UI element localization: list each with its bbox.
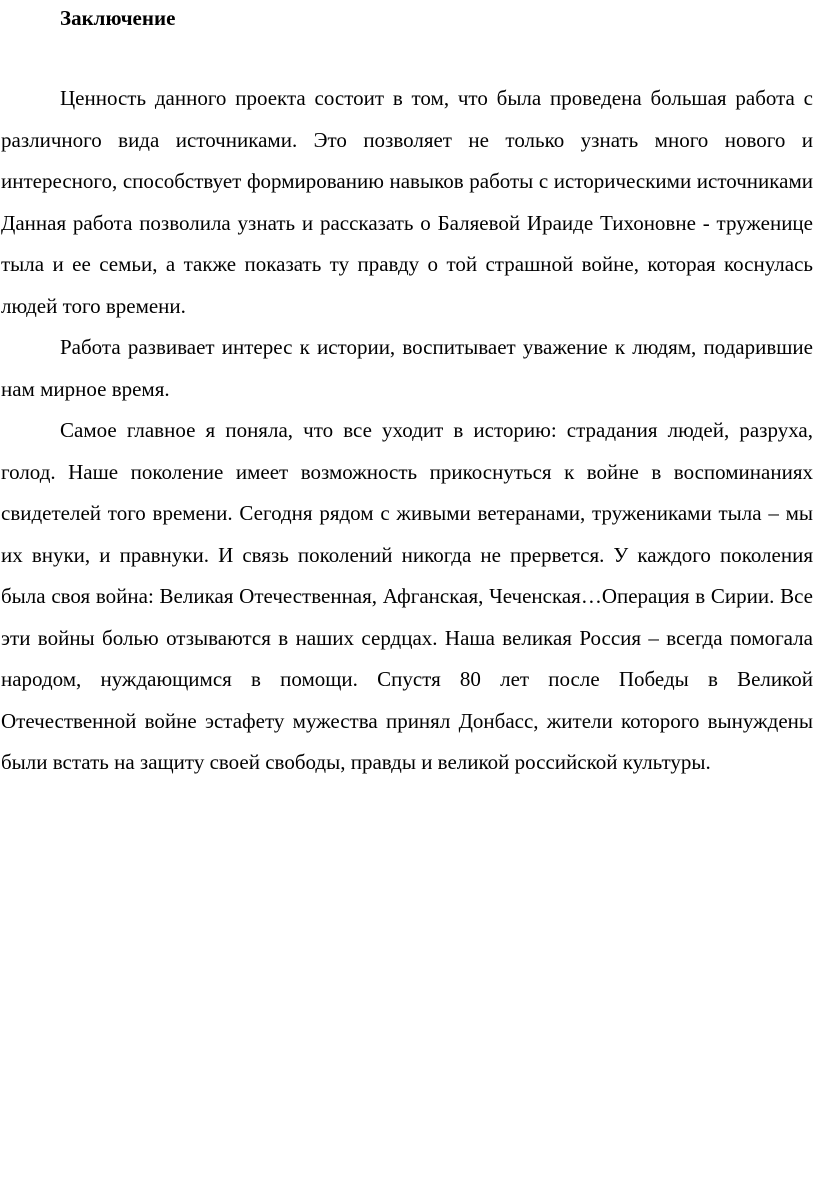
paragraph-project-value: Ценность данного проекта состоит в том, что была проведена большая работа с различного вида источниками. Это позволяет не только узнать много нового и интересного, способствует формированию навыков работы с историческими источниками Данная работа позволила узнать и рассказать о Баляевой Ираиде Тихоновне - труженице тыла и ее семьи, а также показать ту правду о той страшной войне, которая коснулась людей того времени. <box>1 86 813 318</box>
paragraph-interest-in-history: Работа развивает интерес к истории, воспитывает уважение к людям, подарившие нам мирное время. <box>1 335 813 401</box>
body-text <box>1 78 813 784</box>
section-heading: Заключение <box>60 6 176 30</box>
paragraph-main-conclusion: Самое главное я поняла, что все уходит в историю: страдания людей, разруха, голод. Наше поколение имеет возможность прикоснуться к войне в воспоминаниях свидетелей того времени. Сегодня рядом с живыми ветеранами, тружениками тыла – мы их внуки, и правнуки. И связь поколений никогда не прервется. У каждого поколения была своя война: Великая Отечественная, Афганская, Чеченская…Операция в Сирии. Все эти войны болью отзываются в наших сердцах. Наша великая Россия – всегда помогала народом, нуждающимся в помощи. Спустя 80 лет после Победы в Великой Отечественной войне эстафету мужества принял Донбасс, жители которого вынуждены были встать на защиту своей свободы, правды и великой российской культуры. <box>1 418 813 774</box>
